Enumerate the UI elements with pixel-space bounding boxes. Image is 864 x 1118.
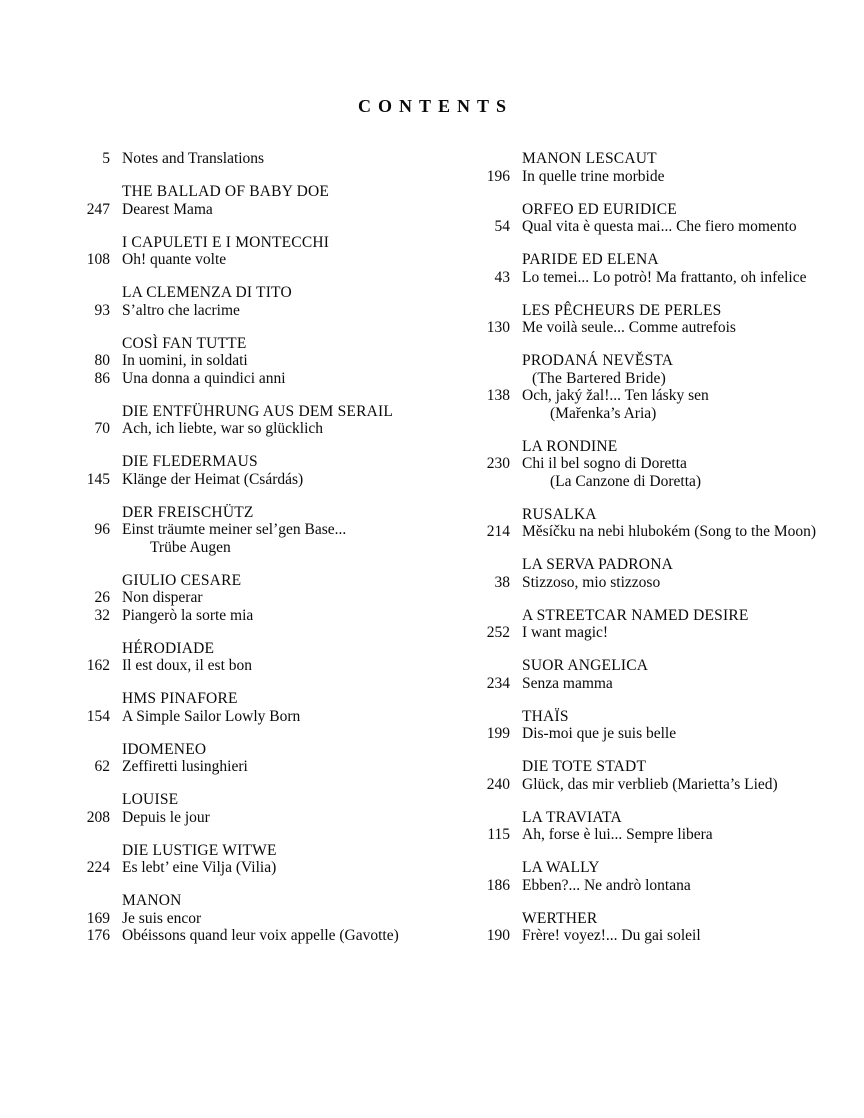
opera-title-text: LA TRAVIATA xyxy=(522,808,622,826)
toc-group xyxy=(472,556,848,591)
opera-title xyxy=(472,438,848,456)
opera-title xyxy=(472,370,848,388)
opera-title-text: IDOMENEO xyxy=(122,740,207,758)
page-number: 230 xyxy=(486,455,510,472)
aria-title: Non disperar xyxy=(122,589,203,606)
toc-entry xyxy=(72,521,472,539)
toc-group xyxy=(72,791,472,826)
toc-entry xyxy=(472,675,848,693)
toc-entry xyxy=(472,523,848,541)
toc-group xyxy=(472,251,848,286)
page-number: 93 xyxy=(94,301,110,319)
toc-entry xyxy=(72,758,472,776)
aria-title: Depuis le jour xyxy=(122,808,210,826)
opera-title-text: GIULIO CESARE xyxy=(122,571,242,589)
page-number: 5 xyxy=(102,150,110,167)
opera-title xyxy=(72,842,472,860)
toc-entry xyxy=(72,589,472,607)
page-number: 186 xyxy=(486,876,510,894)
page-number-spacer xyxy=(472,438,510,456)
aria-title: Ah, forse è lui... Sempre libera xyxy=(522,826,713,843)
opera-title-text: THE BALLAD OF BABY DOE xyxy=(122,183,330,200)
page-number-spacer xyxy=(472,758,510,776)
toc-group xyxy=(72,842,472,877)
toc-entry xyxy=(472,405,848,423)
page-number-spacer xyxy=(72,335,110,353)
opera-title xyxy=(72,234,472,252)
opera-title xyxy=(472,201,848,219)
page-number: 199 xyxy=(486,725,510,742)
toc-entry xyxy=(472,218,848,236)
opera-title xyxy=(472,352,848,370)
page-number xyxy=(472,405,510,423)
toc-group xyxy=(72,892,472,945)
opera-title-text: RUSALKA xyxy=(522,505,597,523)
page-number: 80 xyxy=(94,352,110,369)
toc-entry xyxy=(472,725,848,743)
opera-title-text: HMS PINAFORE xyxy=(122,690,238,707)
page-number: 32 xyxy=(94,606,110,624)
toc-entry xyxy=(72,420,472,438)
page-number: 54 xyxy=(494,218,510,235)
page-number-spacer xyxy=(472,859,510,877)
page-number: 26 xyxy=(94,589,110,606)
opera-title xyxy=(72,453,472,471)
page-number: 169 xyxy=(86,909,110,927)
opera-title-text: (The Bartered Bride) xyxy=(532,369,666,387)
opera-title-text: DIE FLEDERMAUS xyxy=(122,453,258,470)
page-number-spacer xyxy=(72,453,110,471)
opera-title xyxy=(472,657,848,675)
page-number: 96 xyxy=(94,521,110,538)
page-number: 240 xyxy=(486,775,510,793)
toc-entry xyxy=(72,657,472,675)
page-number-spacer xyxy=(472,150,510,168)
toc-entry xyxy=(72,370,472,388)
aria-title: A Simple Sailor Lowly Born xyxy=(122,707,301,725)
opera-title-text: I CAPULETI E I MONTECCHI xyxy=(122,233,330,251)
opera-title xyxy=(72,791,472,809)
aria-title: Una donna a quindici anni xyxy=(122,369,286,387)
toc-group xyxy=(472,352,848,422)
aria-title: (La Canzone di Doretta) xyxy=(550,472,702,490)
aria-title: Ach, ich liebte, war so glücklich xyxy=(122,420,324,437)
aria-title: Es lebt’ eine Vilja (Vilia) xyxy=(122,859,277,876)
toc-group xyxy=(472,758,848,793)
opera-title xyxy=(472,607,848,625)
page-number: 247 xyxy=(86,200,110,218)
opera-title-text: LA RONDINE xyxy=(522,437,618,455)
page-number: 38 xyxy=(494,573,510,591)
opera-title-text: HÉRODIADE xyxy=(122,639,215,657)
contents-column-right xyxy=(472,150,848,960)
page-number-spacer xyxy=(472,201,510,219)
page-number-spacer xyxy=(72,690,110,708)
toc-group xyxy=(72,504,472,557)
toc-entry xyxy=(72,809,472,827)
opera-title xyxy=(472,302,848,320)
opera-title-text: LA SERVA PADRONA xyxy=(522,556,673,573)
toc-group xyxy=(472,150,848,185)
opera-title xyxy=(472,506,848,524)
toc-entry xyxy=(472,387,848,405)
opera-title xyxy=(72,572,472,590)
aria-title: (Mařenka’s Aria) xyxy=(550,404,657,422)
opera-title xyxy=(472,758,848,776)
toc-entry xyxy=(472,776,848,794)
toc-group xyxy=(72,335,472,388)
opera-title xyxy=(72,183,472,201)
opera-title-text: SUOR ANGELICA xyxy=(522,657,649,674)
toc-group xyxy=(472,859,848,894)
opera-title xyxy=(72,335,472,353)
toc-entry xyxy=(472,877,848,895)
opera-title xyxy=(472,859,848,877)
toc-group xyxy=(472,201,848,236)
toc-group xyxy=(472,438,848,491)
page-number: 190 xyxy=(486,927,510,944)
toc-group xyxy=(72,150,472,168)
aria-title: Senza mamma xyxy=(522,674,613,692)
toc-group xyxy=(72,741,472,776)
page-title: CONTENTS xyxy=(357,96,514,116)
opera-title xyxy=(72,690,472,708)
toc-entry xyxy=(472,168,848,186)
toc-group xyxy=(72,640,472,675)
page-number-spacer xyxy=(72,183,110,201)
opera-title-text: PRODANÁ NEVĚSTA xyxy=(522,352,674,369)
opera-title xyxy=(72,892,472,910)
toc-group xyxy=(72,453,472,488)
opera-title-text: DIE LUSTIGE WITWE xyxy=(122,841,277,859)
toc-group xyxy=(472,506,848,541)
page-number-spacer xyxy=(72,741,110,759)
toc-entry xyxy=(72,910,472,928)
toc-entry xyxy=(72,708,472,726)
opera-title xyxy=(472,809,848,827)
page-number-spacer xyxy=(72,504,110,522)
page-number: 130 xyxy=(486,319,510,336)
aria-title: Och, jaký žal!... Ten lásky sen xyxy=(522,387,709,404)
toc-group xyxy=(72,234,472,269)
page-number: 86 xyxy=(94,369,110,387)
page-number: 115 xyxy=(487,826,510,843)
toc-group xyxy=(472,809,848,844)
page-number-spacer xyxy=(472,556,510,574)
aria-title: In uomini, in soldati xyxy=(122,352,248,369)
aria-title: Měsíčku na nebi hlubokém (Song to the Moon) xyxy=(522,523,817,540)
aria-title: S’altro che lacrime xyxy=(122,301,240,319)
page-number-spacer xyxy=(472,506,510,524)
page-number-spacer xyxy=(472,352,510,370)
aria-title: Trübe Augen xyxy=(150,538,231,556)
opera-title-text: THAÏS xyxy=(522,707,569,725)
toc-entry xyxy=(472,927,848,945)
page-number-spacer xyxy=(472,251,510,269)
toc-entry xyxy=(472,269,848,287)
page-number: 62 xyxy=(94,758,110,775)
opera-title-text: DIE TOTE STADT xyxy=(522,758,647,775)
opera-title-text: PARIDE ED ELENA xyxy=(522,251,659,268)
opera-title-text: MANON LESCAUT xyxy=(522,150,657,167)
opera-title-text: COSÌ FAN TUTTE xyxy=(122,334,247,352)
page-number-spacer xyxy=(472,370,510,388)
page-number: 154 xyxy=(86,707,110,725)
toc-entry xyxy=(72,539,472,557)
page-number xyxy=(72,539,110,557)
page-number: 70 xyxy=(94,420,110,437)
page-number-spacer xyxy=(72,234,110,252)
page-number-spacer xyxy=(72,572,110,590)
aria-title: Qual vita è questa mai... Che fiero momento xyxy=(522,218,797,235)
opera-title xyxy=(72,640,472,658)
aria-title: Me voilà seule... Comme autrefois xyxy=(522,319,736,336)
aria-title: Il est doux, il est bon xyxy=(122,657,253,674)
page-number-spacer xyxy=(472,910,510,928)
toc-entry xyxy=(472,624,848,642)
opera-title xyxy=(72,403,472,421)
page-number: 196 xyxy=(486,167,510,185)
page-number: 43 xyxy=(494,268,510,286)
toc-entry xyxy=(72,251,472,269)
toc-entry xyxy=(472,473,848,491)
page-number-spacer xyxy=(72,892,110,910)
page-number: 108 xyxy=(86,251,110,268)
toc-group xyxy=(472,910,848,945)
page-number: 162 xyxy=(86,657,110,674)
page-number: 234 xyxy=(486,674,510,692)
toc-entry xyxy=(472,826,848,844)
aria-title: Zeffiretti lusinghieri xyxy=(122,758,248,775)
contents-columns xyxy=(0,150,864,960)
page-number-spacer xyxy=(472,809,510,827)
opera-title xyxy=(472,150,848,168)
opera-title-text: LA WALLY xyxy=(522,859,600,876)
aria-title: I want magic! xyxy=(522,624,609,641)
aria-title: Dis-moi que je suis belle xyxy=(522,725,677,742)
opera-title xyxy=(72,284,472,302)
aria-title: In quelle trine morbide xyxy=(522,167,665,185)
toc-group xyxy=(72,403,472,438)
page-number-spacer xyxy=(72,791,110,809)
page-number-spacer xyxy=(472,607,510,625)
toc-entry xyxy=(72,201,472,219)
page-number-spacer xyxy=(472,302,510,320)
page-number-spacer xyxy=(72,640,110,658)
opera-title xyxy=(472,708,848,726)
toc-group xyxy=(72,183,472,218)
aria-title: Oh! quante volte xyxy=(122,251,227,268)
page-number-spacer xyxy=(72,284,110,302)
page-number: 214 xyxy=(486,523,510,540)
aria-title: Klänge der Heimat (Csárdás) xyxy=(122,470,304,488)
opera-title-text: A STREETCAR NAMED DESIRE xyxy=(522,606,749,624)
toc-entry xyxy=(472,319,848,337)
aria-title: Je suis encor xyxy=(122,909,202,927)
aria-title: Notes and Translations xyxy=(122,150,265,167)
toc-entry xyxy=(72,607,472,625)
toc-group xyxy=(472,607,848,642)
opera-title xyxy=(72,741,472,759)
toc-group xyxy=(472,657,848,692)
toc-entry xyxy=(472,574,848,592)
aria-title: Einst träumte meiner sel’gen Base... xyxy=(122,521,347,538)
aria-title: Stizzoso, mio stizzoso xyxy=(522,573,661,591)
toc-entry xyxy=(72,859,472,877)
aria-title: Obéissons quand leur voix appelle (Gavotte) xyxy=(122,927,399,944)
opera-title xyxy=(72,504,472,522)
aria-title: Piangerò la sorte mia xyxy=(122,606,254,624)
page-number: 208 xyxy=(86,808,110,826)
opera-title xyxy=(472,556,848,574)
page-number: 138 xyxy=(486,387,510,404)
toc-group xyxy=(472,708,848,743)
contents-column-left xyxy=(72,150,472,960)
toc-entry xyxy=(72,150,472,168)
opera-title-text: DIE ENTFÜHRUNG AUS DEM SERAIL xyxy=(122,402,394,420)
aria-title: Ebben?... Ne andrò lontana xyxy=(522,876,691,894)
opera-title-text: MANON xyxy=(122,892,182,909)
opera-title-text: ORFEO ED EURIDICE xyxy=(522,200,677,218)
page-number: 224 xyxy=(86,859,110,876)
toc-entry xyxy=(472,455,848,473)
aria-title: Frère! voyez!... Du gai soleil xyxy=(522,927,701,944)
opera-title-text: LA CLEMENZA DI TITO xyxy=(122,284,292,301)
toc-group xyxy=(472,302,848,337)
opera-title-text: LES PÊCHEURS DE PERLES xyxy=(522,301,722,319)
aria-title: Chi il bel sogno di Doretta xyxy=(522,455,687,472)
toc-entry xyxy=(72,927,472,945)
toc-group xyxy=(72,690,472,725)
toc-entry xyxy=(72,352,472,370)
opera-title-text: WERTHER xyxy=(522,909,598,927)
page-number-spacer xyxy=(72,842,110,860)
opera-title-text: DER FREISCHÜTZ xyxy=(122,503,254,521)
aria-title: Lo temei... Lo potrò! Ma frattanto, oh infelice xyxy=(522,268,807,286)
page-number: 176 xyxy=(86,927,110,944)
page-number xyxy=(472,473,510,491)
toc-entry xyxy=(72,302,472,320)
page-number: 145 xyxy=(86,470,110,488)
aria-title: Glück, das mir verblieb (Marietta’s Lied) xyxy=(522,775,778,793)
page-number: 252 xyxy=(486,624,510,641)
toc-entry xyxy=(72,471,472,489)
page-number-spacer xyxy=(72,403,110,421)
opera-title xyxy=(472,251,848,269)
toc-group xyxy=(72,572,472,625)
toc-group xyxy=(72,284,472,319)
opera-title xyxy=(472,910,848,928)
page-number-spacer xyxy=(472,708,510,726)
page-number-spacer xyxy=(472,657,510,675)
opera-title-text: LOUISE xyxy=(122,791,179,808)
aria-title: Dearest Mama xyxy=(122,200,213,218)
